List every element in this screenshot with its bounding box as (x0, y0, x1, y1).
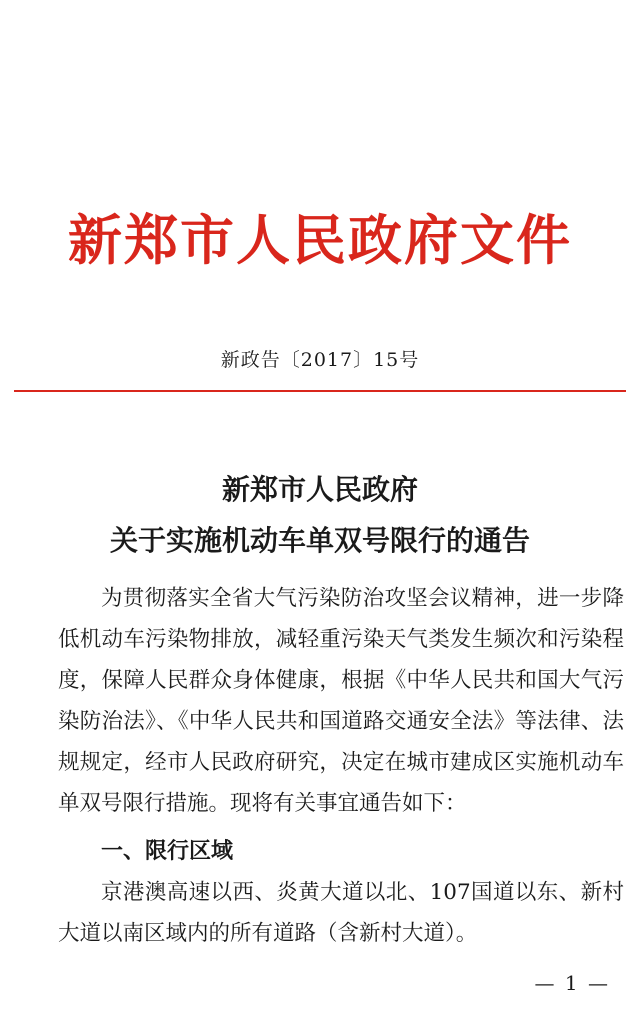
section-heading-restricted-area: 一、限行区域 (101, 839, 234, 864)
body-paragraph-intro: 为贯彻落实全省大气污染防治攻坚会议精神，进一步降低机动车污染物排放，减轻重污染天气类发生频次和污染程度，保障人民群众身体健康，根据《中华人民共和国大气污染防治法》、《中华人民共和国道路交通安全法》等法律、法规规定，经市人民政府研究，决定在城市建成区实施机动车单双号限行措施。现将有关事宜通告如下： (58, 586, 624, 816)
body-paragraph-area: 京港澳高速以西、炎黄大道以北、107国道以东、新村大道以南区域内的所有道路（含新村大道）。 (58, 880, 624, 946)
notice-title-line2: 关于实施机动车单双号限行的通告 (109, 524, 530, 557)
notice-title-line1: 新郑市人民政府 (221, 473, 418, 506)
page-number: — 1 — (534, 971, 610, 995)
issuer-header: 新郑市人民政府文件 (68, 208, 572, 272)
red-divider-line (14, 390, 626, 392)
document-number: 新政告〔2017〕15号 (220, 349, 420, 371)
